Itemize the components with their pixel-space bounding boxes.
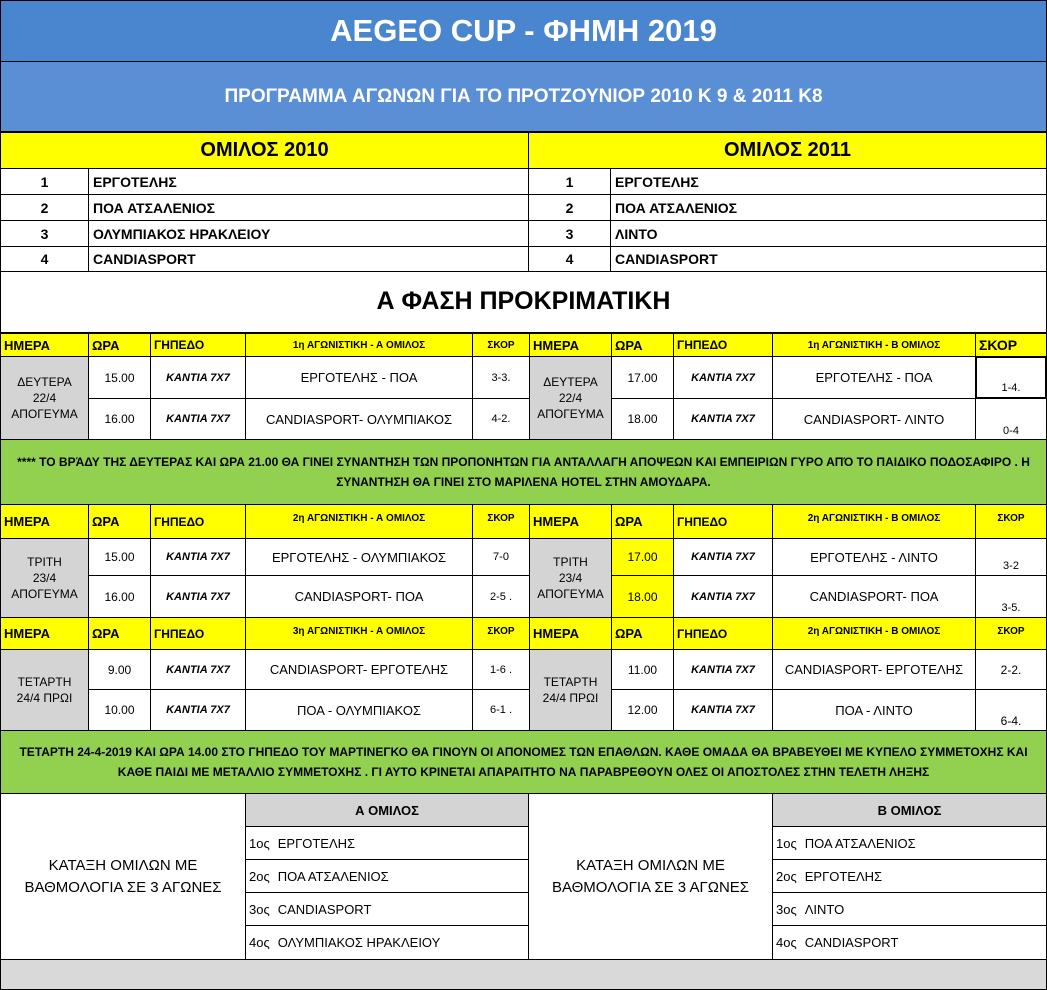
match-pitch: ΚΑΝΤΙΑ 7Χ7: [673, 575, 773, 618]
match-teams: ΕΡΓΟΤΕΛΗΣ - ΠΟΑ: [245, 356, 473, 399]
header-day: ΗΜΕΡΑ: [529, 617, 612, 650]
standings-row: [245, 892, 529, 926]
match-time: 16.00: [88, 398, 151, 440]
header-round: 2η ΑΓΩΝΙΣΤΙΚΗ - Β ΟΜΙΛΟΣ: [772, 617, 976, 650]
header-score: ΣΚΟΡ: [472, 333, 530, 357]
group-2010-team-num: 2: [0, 194, 89, 221]
match-teams: CANDIASPORT- ΕΡΓΟΤΕΛΗΣ: [245, 649, 473, 690]
match-day: ΤΕΤΑΡΤΗ 24/4 ΠΡΩΙ: [529, 649, 612, 731]
match-time: 17.00: [611, 356, 674, 399]
match-pitch: ΚΑΝΤΙΑ 7Χ7: [150, 575, 246, 618]
match-time: 15.00: [88, 356, 151, 399]
group-2011-team-num: 3: [528, 220, 611, 247]
match-score: 1-4.: [975, 356, 1047, 399]
group-2010-team-name: ΕΡΓΟΤΕΛΗΣ: [88, 168, 529, 195]
coaches-meeting-notice: **** ΤΟ ΒΡΆΔΥ ΤΗΣ ΔΕΥΤΕΡΑΣ ΚΑΙ ΩΡΑ 21.00 ΘΑ ΓΙΝΕΙ ΣΥΝΑΝΤΗΣΗ ΤΩΝ ΠΡΟΠΟΝΗΤΩΝ ΓΙΑ ΑΝΤΑΛΛΑΓΗ ΑΠΟΨΕΩΝ ΚΑΙ ΕΜΠΕΙΡΙΩΝ ΓΥΡΟ ΑΠΌ ΤΟ ΠΑΙΔΙΚΟ ΠΟΔΟΣΑΦΙΡΟ . Η ΣΥΝΑΝΤΗΣΗ ΘΑ ΓΙΝΕΙ ΣΤΟ ΜΑΡΙΛΕΝΑ HOTEL ΣΤΗΝ ΑΜΟΥΔΑΡΑ.: [0, 439, 1047, 505]
match-score: 0-4: [975, 398, 1047, 440]
match-teams: CANDIASPORT- ΟΛΥΜΠΙΑΚΟΣ: [245, 398, 473, 440]
match-score: 2-5 .: [472, 575, 530, 618]
standings-pos: 2ος: [249, 868, 270, 884]
match-score: 3-2: [975, 538, 1047, 576]
header-day: ΗΜΕΡΑ: [0, 333, 89, 357]
standings-team: ΠΟΑ ΑΤΣΑΛΕΝΙΟΣ: [277, 868, 389, 884]
header-day: ΗΜΕΡΑ: [0, 504, 89, 539]
group-2010-title: ΟΜΙΛΟΣ 2010: [0, 132, 529, 169]
awards-ceremony-notice: ΤΕΤΑΡΤΗ 24-4-2019 ΚΑΙ ΩΡΑ 14.00 ΣΤΟ ΓΗΠΕΔΟ ΤΟΥ ΜΑΡΤΙΝΕΓΚΟ ΘΑ ΓΙΝΟΥΝ ΟΙ ΑΠΟΝΟΜΕΣ ΤΩΝ ΕΠΑΘΛΩΝ. ΚΑΘΕ ΟΜΑΔΑ ΘΑ ΒΡΑΒΕΥΘΕΙ ΜΕ ΚΥΠΕΛΟ ΣΥΜΜΕΤΟΧΗΣ ΚΑΙ ΚΑΘΕ ΠΑΙΔΙ ΜΕ ΜΕΤΑΛΛΙΟ ΣΥΜΜΕΤΟΧΗΣ . ΓΙ ΑΥΤΟ ΚΡΙΝΕΤΑΙ ΑΠΑΡΑΙΤΗΤΟ ΝΑ ΠΑΡΑΒΡΕΘΟΥΝ ΟΛΕΣ ΟΙ ΑΠΟΣΤΟΛΕΣ ΣΤΗΝ ΤΕΛΕΤΗ ΛΗΞΗΣ: [0, 730, 1047, 794]
standings-row: [772, 826, 1047, 860]
standings-label-b: ΚΑΤΑΞΗ ΟΜΙΛΩΝ ΜΕ ΒΑΘΜΟΛΟΓΙΑ ΣΕ 3 ΑΓΩΝΕΣ: [528, 793, 773, 960]
standings-pos: 1ος: [776, 835, 797, 851]
group-2010-team-name: CANDIASPORT: [88, 246, 529, 272]
header-pitch: ΓΗΠΕΔΟ: [673, 617, 773, 650]
header-round: 2η ΑΓΩΝΙΣΤΙΚΗ - Β ΟΜΙΛΟΣ: [772, 504, 976, 539]
standings-row: [772, 892, 1047, 926]
match-time: 17.00: [611, 538, 674, 576]
match-pitch: ΚΑΝΤΙΑ 7Χ7: [673, 649, 773, 690]
header-round: 2η ΑΓΩΝΙΣΤΙΚΗ - Α ΟΜΙΛΟΣ: [245, 504, 473, 539]
group-2011-team-num: 2: [528, 194, 611, 221]
group-2011-team-name: ΛΙΝΤΟ: [610, 220, 1047, 247]
standings-team: ΟΛΥΜΠΙΑΚΟΣ ΗΡΑΚΛΕΙΟΥ: [277, 935, 441, 950]
header-day: ΗΜΕΡΑ: [0, 617, 89, 650]
match-pitch: ΚΑΝΤΙΑ 7Χ7: [150, 689, 246, 731]
match-time: 15.00: [88, 538, 151, 576]
standings-team: CANDIASPORT: [277, 901, 372, 917]
group-2010-team-num: 1: [0, 168, 89, 195]
standings-row: [245, 925, 529, 960]
header-time: ΩΡΑ: [88, 333, 151, 357]
match-teams: ΠΟΑ - ΟΛΥΜΠΙΑΚΟΣ: [245, 689, 473, 731]
match-teams: ΕΡΓΟΤΕΛΗΣ - ΠΟΑ: [772, 356, 976, 399]
group-2010-team-num: 3: [0, 220, 89, 247]
match-time: 9.00: [88, 649, 151, 690]
match-teams: CANDIASPORT- ΠΟΑ: [772, 575, 976, 618]
standings-pos: 1ος: [249, 835, 270, 851]
standings-row: [245, 826, 529, 860]
group-2010-team-name: ΟΛΥΜΠΙΑΚΟΣ ΗΡΑΚΛΕΙΟΥ: [88, 220, 529, 247]
match-time: 10.00: [88, 689, 151, 731]
group-2011-team-name: CANDIASPORT: [610, 246, 1047, 272]
match-teams: CANDIASPORT- ΛΙΝΤΟ: [772, 398, 976, 440]
match-teams: ΠΟΑ - ΛΙΝΤΟ: [772, 689, 976, 731]
match-day: ΤΡΙΤΗ 23/4 ΑΠΟΓΕΥΜΑ: [529, 538, 612, 618]
match-pitch: ΚΑΝΤΙΑ 7Χ7: [150, 538, 246, 576]
standings-header-b: Β ΟΜΙΛΟΣ: [772, 793, 1047, 827]
match-pitch: ΚΑΝΤΙΑ 7Χ7: [673, 356, 773, 399]
match-score: 6-1 .: [472, 689, 530, 731]
standings-pos: 3ος: [249, 901, 270, 917]
match-pitch: ΚΑΝΤΙΑ 7Χ7: [150, 398, 246, 440]
match-score: 2-2.: [975, 649, 1047, 690]
header-pitch: ΓΗΠΕΔΟ: [150, 504, 246, 539]
match-time: 12.00: [611, 689, 674, 731]
match-day: ΔΕΥΤΕΡΑ 22/4 ΑΠΟΓΕΥΜΑ: [529, 356, 612, 440]
page-title: AEGEO CUP - ΦΗΜΗ 2019: [0, 0, 1047, 62]
standings-team: ΕΡΓΟΤΕΛΗΣ: [804, 868, 883, 884]
match-day: ΤΕΤΑΡΤΗ 24/4 ΠΡΩΙ: [0, 649, 89, 731]
header-time: ΩΡΑ: [611, 504, 674, 539]
page-subtitle: ΠΡΟΓΡΑΜΜΑ ΑΓΩΝΩΝ ΓΙΑ ΤΟ ΠΡΟΤΖΟΥΝΙΟΡ 2010 Κ 9 & 2011 Κ8: [0, 62, 1047, 132]
header-day: ΗΜΕΡΑ: [529, 504, 612, 539]
header-time: ΩΡΑ: [611, 333, 674, 357]
standings-label-a: ΚΑΤΑΞΗ ΟΜΙΛΩΝ ΜΕ ΒΑΘΜΟΛΟΓΙΑ ΣΕ 3 ΑΓΩΝΕΣ: [0, 793, 246, 960]
match-score: 4-2.: [472, 398, 530, 440]
group-2010-team-num: 4: [0, 246, 89, 272]
match-score: 3-5.: [975, 575, 1047, 618]
header-time: ΩΡΑ: [88, 617, 151, 650]
header-round: 1η ΑΓΩΝΙΣΤΙΚΗ - Β ΟΜΙΛΟΣ: [772, 333, 976, 357]
standings-team: ΛΙΝΤΟ: [804, 901, 845, 917]
header-score: ΣΚΟΡ: [472, 504, 530, 539]
header-score: ΣΚΟΡ: [975, 504, 1047, 539]
standings-team: CANDIASPORT: [804, 935, 899, 950]
standings-row: [245, 859, 529, 893]
match-pitch: ΚΑΝΤΙΑ 7Χ7: [673, 398, 773, 440]
match-teams: CANDIASPORT- ΠΟΑ: [245, 575, 473, 618]
match-time: 16.00: [88, 575, 151, 618]
match-pitch: ΚΑΝΤΙΑ 7Χ7: [150, 356, 246, 399]
group-2011-title: ΟΜΙΛΟΣ 2011: [528, 132, 1047, 169]
match-day: ΤΡΙΤΗ 23/4 ΑΠΟΓΕΥΜΑ: [0, 538, 89, 618]
match-score: 6-4.: [975, 689, 1047, 731]
match-score: 3-3.: [472, 356, 530, 399]
standings-team: ΠΟΑ ΑΤΣΑΛΕΝΙΟΣ: [804, 835, 916, 851]
match-teams: ΕΡΓΟΤΕΛΗΣ - ΟΛΥΜΠΙΑΚΟΣ: [245, 538, 473, 576]
header-round: 3η ΑΓΩΝΙΣΤΙΚΗ - Α ΟΜΙΛΟΣ: [245, 617, 473, 650]
standings-pos: 2ος: [776, 868, 797, 884]
header-day: ΗΜΕΡΑ: [529, 333, 612, 357]
header-round: 1η ΑΓΩΝΙΣΤΙΚΗ - Α ΟΜΙΛΟΣ: [245, 333, 473, 357]
header-pitch: ΓΗΠΕΔΟ: [673, 504, 773, 539]
header-time: ΩΡΑ: [611, 617, 674, 650]
group-2011-team-name: ΕΡΓΟΤΕΛΗΣ: [610, 168, 1047, 195]
group-2011-team-num: 4: [528, 246, 611, 272]
header-pitch: ΓΗΠΕΔΟ: [150, 617, 246, 650]
standings-pos: 4ος: [776, 935, 797, 950]
footer-band: [0, 959, 1047, 990]
standings-header-a: Α ΟΜΙΛΟΣ: [245, 793, 529, 827]
match-pitch: ΚΑΝΤΙΑ 7Χ7: [673, 538, 773, 576]
header-time: ΩΡΑ: [88, 504, 151, 539]
header-score: ΣΚΟΡ: [975, 333, 1047, 357]
group-2011-team-name: ΠΟΑ ΑΤΣΑΛΕΝΙΟΣ: [610, 194, 1047, 221]
header-score: ΣΚΟΡ: [975, 617, 1047, 650]
standings-pos: 4ος: [249, 935, 270, 950]
standings-row: [772, 859, 1047, 893]
match-teams: CANDIASPORT- ΕΡΓΟΤΕΛΗΣ: [772, 649, 976, 690]
match-time: 11.00: [611, 649, 674, 690]
header-pitch: ΓΗΠΕΔΟ: [673, 333, 773, 357]
match-day: ΔΕΥΤΕΡΑ 22/4 ΑΠΟΓΕΥΜΑ: [0, 356, 89, 440]
match-pitch: ΚΑΝΤΙΑ 7Χ7: [150, 649, 246, 690]
match-score: 1-6 .: [472, 649, 530, 690]
standings-row: [772, 925, 1047, 960]
match-time: 18.00: [611, 398, 674, 440]
match-pitch: ΚΑΝΤΙΑ 7Χ7: [673, 689, 773, 731]
header-score: ΣΚΟΡ: [472, 617, 530, 650]
group-2010-team-name: ΠΟΑ ΑΤΣΑΛΕΝΙΟΣ: [88, 194, 529, 221]
standings-pos: 3ος: [776, 901, 797, 917]
match-teams: ΕΡΓΟΤΕΛΗΣ - ΛΙΝΤΟ: [772, 538, 976, 576]
standings-team: ΕΡΓΟΤΕΛΗΣ: [277, 835, 356, 851]
match-score: 7-0: [472, 538, 530, 576]
phase-title: Α ΦΑΣΗ ΠΡΟΚΡΙΜΑΤΙΚΗ: [0, 271, 1047, 333]
match-time: 18.00: [611, 575, 674, 618]
group-2011-team-num: 1: [528, 168, 611, 195]
header-pitch: ΓΗΠΕΔΟ: [150, 333, 246, 357]
